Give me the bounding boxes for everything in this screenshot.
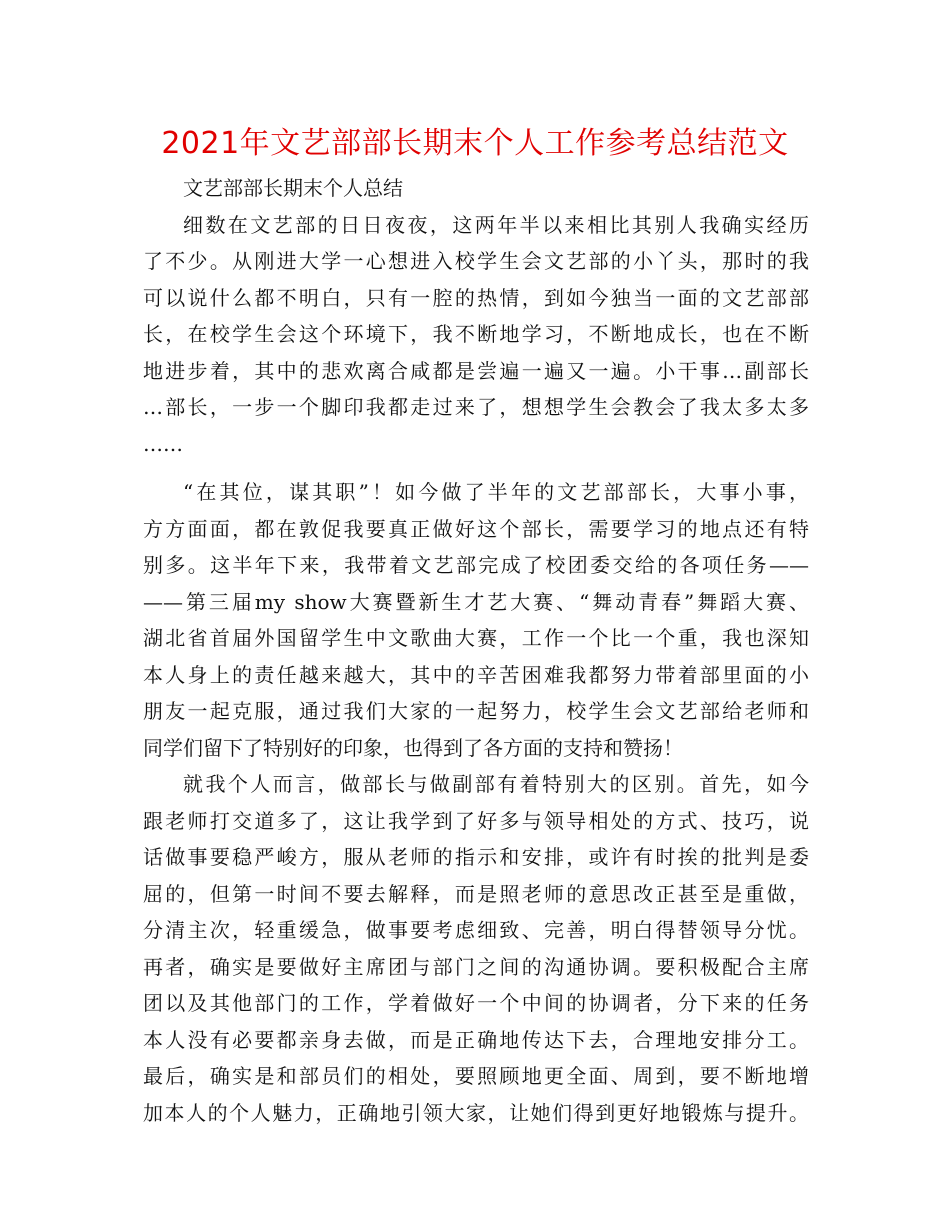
text-line: “在其位，谋其职”！如今做了半年的文艺部部长，大事小事，	[183, 480, 809, 504]
text-line: ——第三届my show大赛暨新生才艺大赛、“舞动青春”舞蹈大赛、	[143, 589, 809, 614]
text-line: 细数在文艺部的日日夜夜，这两年半以来相比其别人我确实经历	[183, 212, 809, 237]
text-line: 就我个人而言，做部长与做副部有着特别大的区别。首先，如今	[183, 772, 809, 796]
document-body	[143, 170, 809, 1131]
text-line: 长，在校学生会这个环境下，我不断地学习，不断地成长，也在不断	[143, 322, 809, 346]
text-line: 再者，确实是要做好主席团与部门之间的沟通协调。要积极配合主席	[143, 954, 809, 979]
text-line: 团以及其他部门的工作，学着做好一个中间的协调者，分下来的任务	[143, 991, 809, 1015]
text-line: 别多。这半年下来，我带着文艺部完成了校团委交给的各项任务——	[143, 553, 809, 577]
text-line: 湖北省首届外国留学生中文歌曲大赛，工作一个比一个重，我也深知	[143, 626, 809, 650]
text-line: 话做事要稳严峻方，服从老师的指示和安排，或许有时挨的批判是委	[143, 845, 809, 869]
paragraph-2	[143, 474, 809, 766]
text-line: ……	[143, 431, 183, 456]
text-line: 了不少。从刚进大学一心想进入校学生会文艺部的小丫头，那时的我	[143, 249, 809, 273]
subtitle-line: 文艺部部长期末个人总结	[183, 176, 403, 200]
text-line: 跟老师打交道多了，这让我学到了好多与领导相处的方式、技巧，说	[143, 808, 809, 833]
text-line: 最后，确实是和部员们的相处，要照顾地更全面、周到，要不断地增	[143, 1064, 809, 1088]
text-line: 朋友一起克服，通过我们大家的一起努力，校学生会文艺部给老师和	[143, 699, 809, 723]
text-line: 加本人的个人魅力，正确地引领大家，让她们得到更好地锻炼与提升。	[143, 1100, 809, 1125]
paragraph-gap	[143, 462, 809, 474]
document-subtitle	[143, 170, 809, 207]
paragraph-3	[143, 766, 809, 1131]
paragraph-1	[143, 207, 809, 463]
text-line: 地进步着，其中的悲欢离合咸都是尝遍一遍又一遍。小干事…副部长	[143, 358, 809, 383]
text-line: 可以说什么都不明白，只有一腔的热情，到如今独当一面的文艺部部	[143, 285, 809, 310]
document-title: 2021年文艺部部长期末个人工作参考总结范文	[161, 126, 789, 161]
text-line: 屈的，但第一时间不要去解释，而是照老师的意思改正甚至是重做，	[143, 881, 809, 906]
text-line: 本人没有必要都亲身去做，而是正确地传达下去，合理地安排分工。	[143, 1027, 809, 1052]
text-line: 本人身上的责任越来越大，其中的辛苦困难我都努力带着部里面的小	[143, 662, 809, 687]
text-line: 同学们留下了特别好的印象，也得到了各方面的支持和赞扬！	[143, 735, 683, 760]
text-line: …部长，一步一个脚印我都走过来了，想想学生会教会了我太多太多	[143, 395, 809, 419]
text-line: 方方面面，都在敦促我要真正做好这个部长，需要学习的地点还有特	[143, 516, 809, 541]
text-line: 分清主次，轻重缓急，做事要考虑细致、完善，明白得替领导分忧。	[143, 918, 809, 942]
